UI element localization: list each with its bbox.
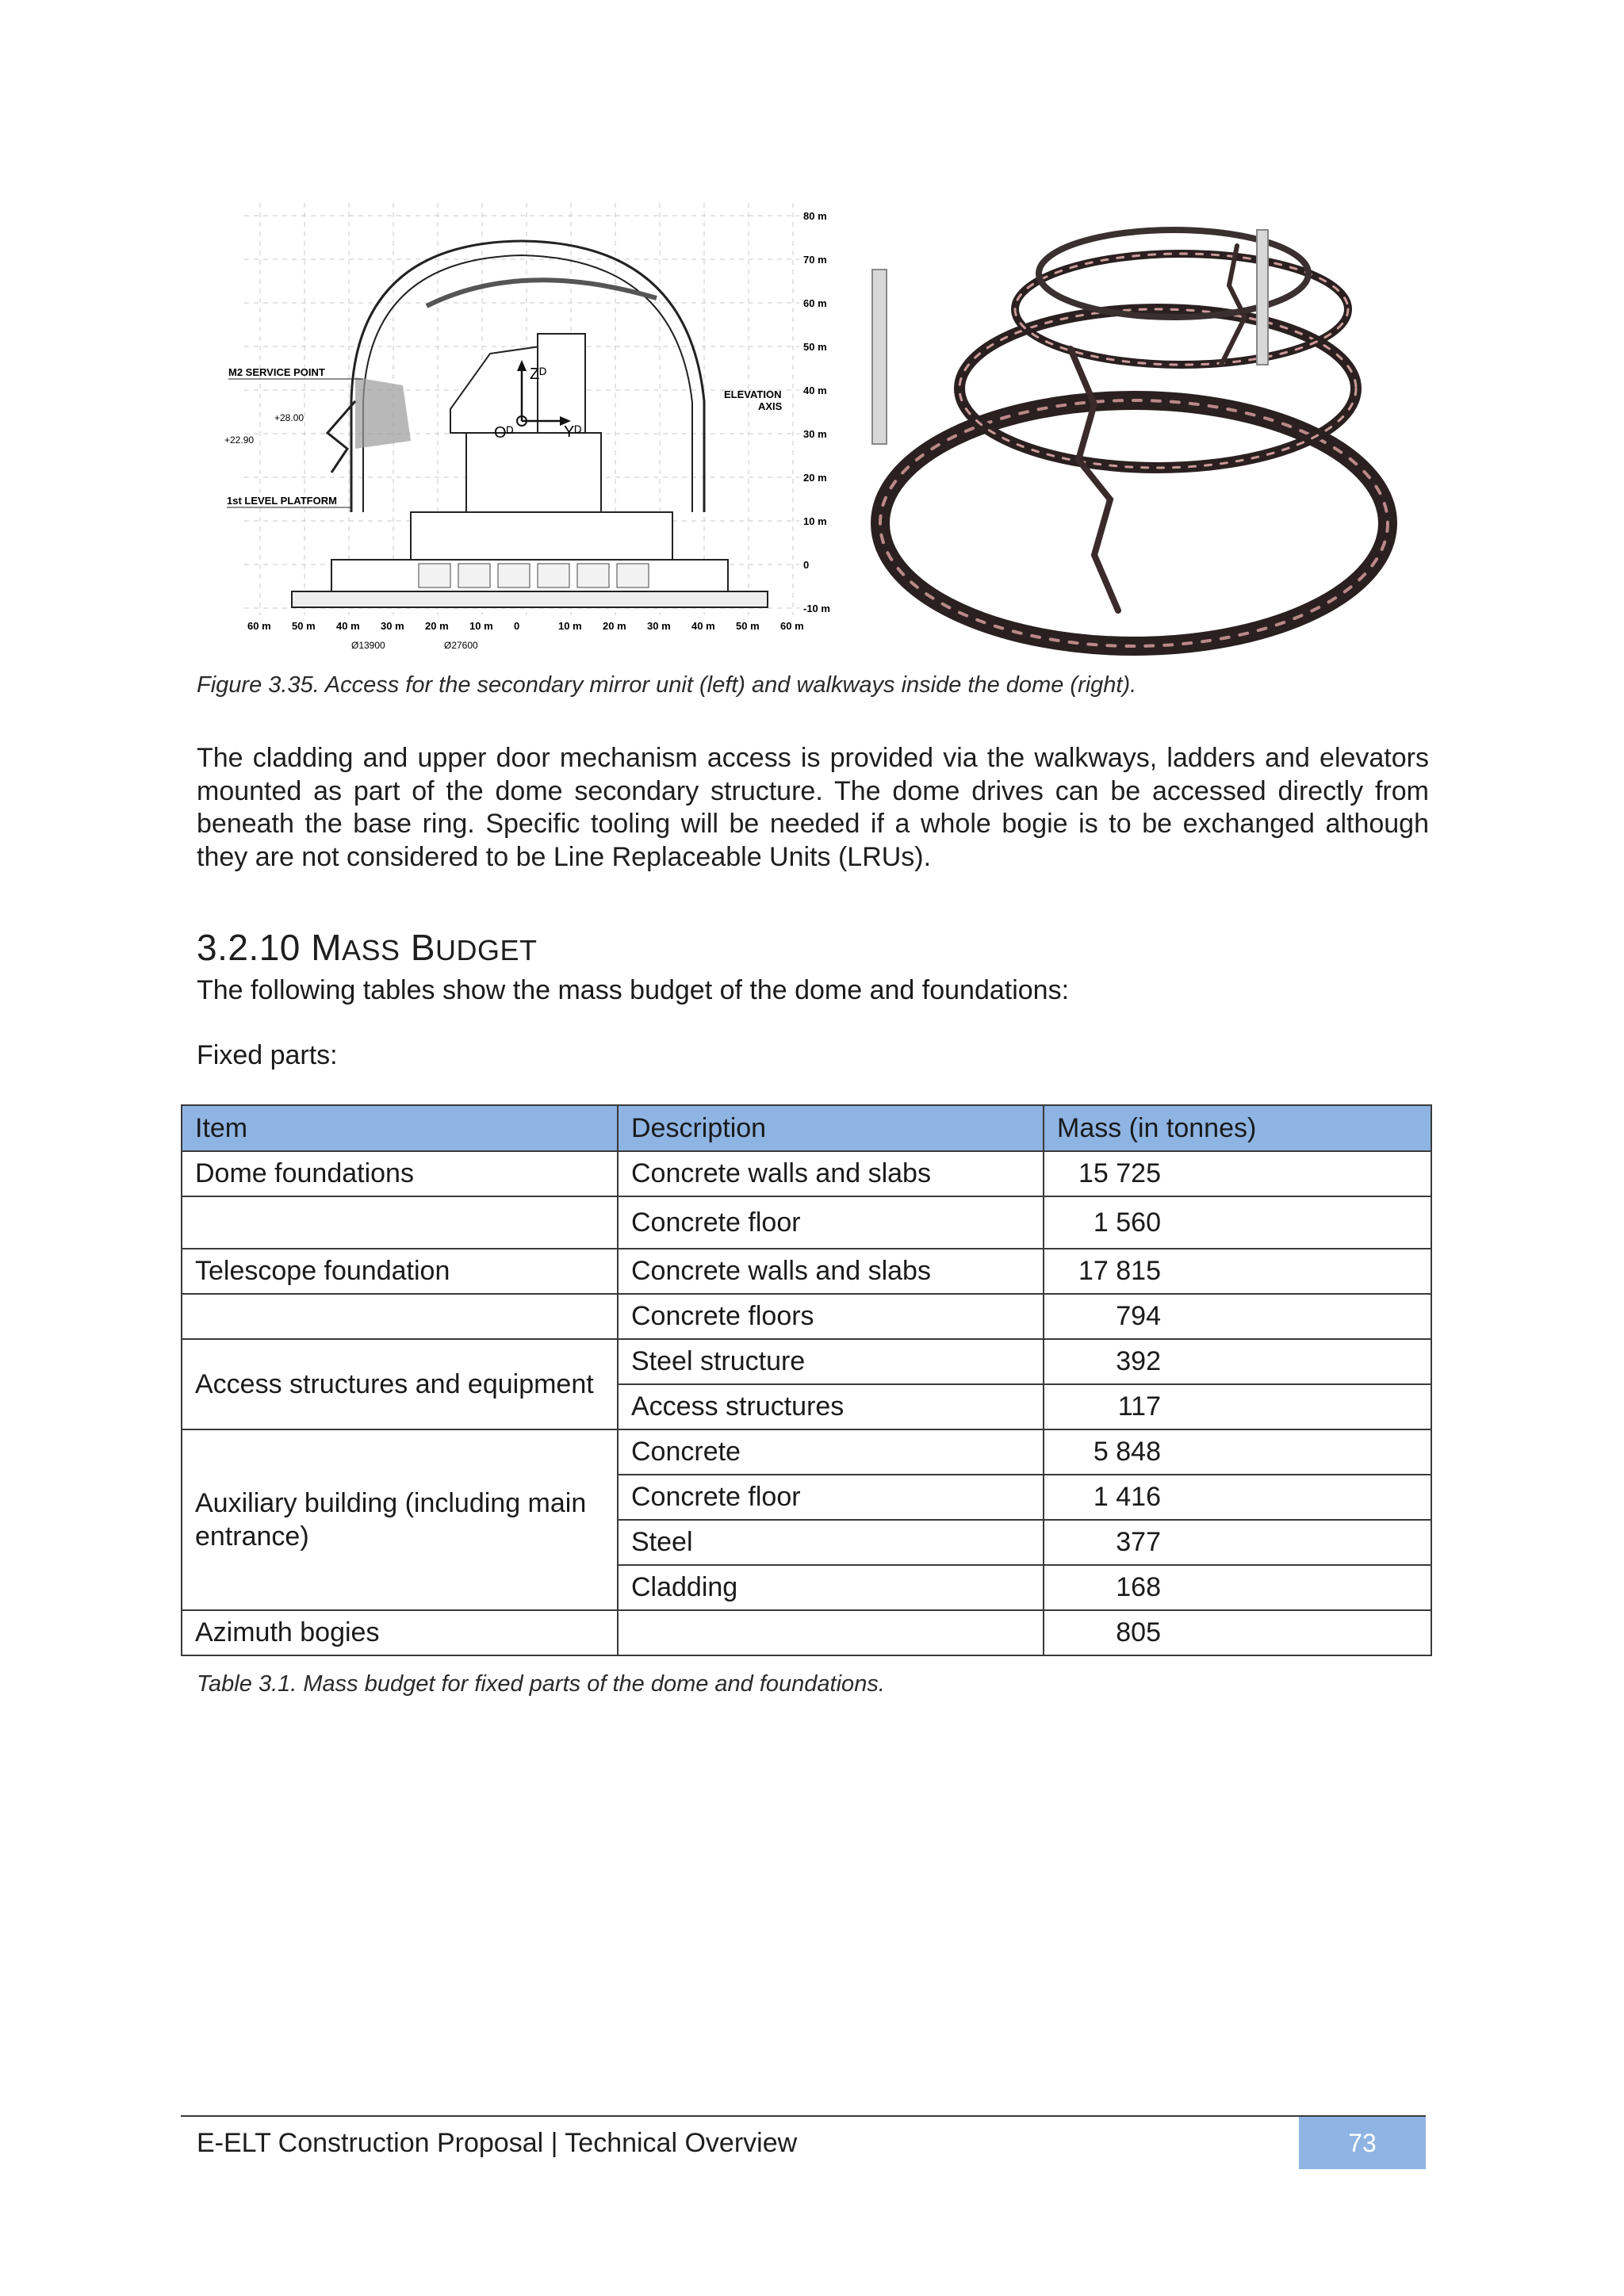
table-row xyxy=(182,1249,1431,1294)
section-heading xyxy=(197,926,538,969)
mass-cell: 168 xyxy=(1044,1565,1431,1610)
header-description: Description xyxy=(618,1105,1044,1151)
y-tick-label: 50 m xyxy=(803,341,827,353)
y-tick-label: 70 m xyxy=(803,254,827,266)
x-tick-label: 40 m xyxy=(691,620,715,632)
y-tick-label: 40 m xyxy=(803,385,827,396)
mass-cell: 5 848 xyxy=(1044,1429,1431,1475)
item-cell: Telescope foundation xyxy=(182,1249,618,1294)
y-tick-label: 20 m xyxy=(803,472,827,484)
y-tick-label: 60 m xyxy=(803,297,827,309)
x-tick-label: 60 m xyxy=(247,620,271,632)
item-cell xyxy=(182,1196,618,1249)
mass-cell: 1 416 xyxy=(1044,1475,1431,1520)
x-tick-label: 10 m xyxy=(469,620,493,632)
mass-cell: 15 725 xyxy=(1044,1151,1431,1196)
mass-cell: 1 560 xyxy=(1044,1196,1431,1249)
mass-cell: 377 xyxy=(1044,1520,1431,1565)
level-platform-label: 1st LEVEL PLATFORM xyxy=(227,495,337,507)
table-row xyxy=(182,1151,1431,1196)
section-title-m: M xyxy=(311,927,343,968)
description-cell: Concrete walls and slabs xyxy=(618,1249,1044,1294)
intro-text: The following tables show the mass budget of the dome and foundations: xyxy=(197,975,1070,1005)
dome-section-drawing xyxy=(213,195,847,663)
x-tick-label: 0 xyxy=(514,620,520,632)
x-tick-label: 40 m xyxy=(336,620,360,632)
origin-label: Oᴰ xyxy=(494,424,514,442)
height-22-label: +22.90 xyxy=(224,434,255,446)
mass-cell: 805 xyxy=(1044,1610,1431,1655)
elevation-axis-label: ELEVATION xyxy=(724,388,782,400)
page-number: 73 xyxy=(1348,2129,1377,2157)
y-axis-label: Yᴰ xyxy=(564,423,582,441)
description-cell: Concrete floor xyxy=(618,1475,1044,1520)
footer-divider xyxy=(181,2115,1426,2117)
header-item: Item xyxy=(182,1105,618,1151)
x-tick-label: 50 m xyxy=(292,620,316,632)
table-header-row xyxy=(182,1105,1431,1151)
item-cell: Auxiliary building (including main entrance) xyxy=(182,1429,618,1610)
table-row xyxy=(182,1610,1431,1655)
item-cell: Dome foundations xyxy=(182,1151,618,1196)
table-row xyxy=(182,1339,1431,1384)
mass-cell: 117 xyxy=(1044,1384,1431,1429)
section-title-b: B xyxy=(410,927,436,968)
elevation-axis-label-2: AXIS xyxy=(758,400,783,412)
y-tick-label: 80 m xyxy=(803,210,827,222)
x-tick-label: 30 m xyxy=(381,620,404,632)
mass-cell: 794 xyxy=(1044,1294,1431,1339)
x-axis-ticks xyxy=(247,620,804,632)
x-tick-label: 20 m xyxy=(425,620,449,632)
m2-unit-region xyxy=(355,377,411,449)
description-cell: Steel structure xyxy=(618,1339,1044,1384)
figure-caption: Figure 3.35. Access for the secondary mirror unit (left) and walkways inside the dome (right). xyxy=(197,672,1137,698)
table-row xyxy=(182,1196,1431,1249)
fixed-parts-label: Fixed parts: xyxy=(197,1040,338,1070)
y-tick-label: 30 m xyxy=(803,428,827,440)
dome-walkways-render xyxy=(856,198,1404,658)
x-tick-label: 30 m xyxy=(647,620,671,632)
m2-service-point-label: M2 SERVICE POINT xyxy=(228,366,325,378)
table-caption: Table 3.1. Mass budget for fixed parts of the dome and foundations. xyxy=(197,1671,885,1697)
x-tick-label: 60 m xyxy=(780,620,804,632)
item-cell: Access structures and equipment xyxy=(182,1339,618,1429)
mass-budget-table xyxy=(181,1104,1432,1656)
description-cell xyxy=(618,1610,1044,1655)
body-paragraph: The cladding and upper door mechanism access is provided via the walkways, ladders and elevators mounted as part of the dome secondary structure. The dome drives can be accessed directly from beneath the base ring. Specific tooling will be needed if a whole bogie is to be exchanged although they are not considered to be Line Replaceable Units (LRUs). xyxy=(197,743,1429,872)
y-tick-label: -10 m xyxy=(803,603,830,614)
y-tick-label: 10 m xyxy=(803,515,827,527)
description-cell: Concrete floor xyxy=(618,1196,1044,1249)
y-tick-label: 0 xyxy=(803,559,810,571)
z-axis-label: Zᴰ xyxy=(530,365,547,383)
section-title-ass: ASS xyxy=(342,934,400,966)
description-cell: Concrete walls and slabs xyxy=(618,1151,1044,1196)
mass-cell: 392 xyxy=(1044,1339,1431,1384)
item-cell xyxy=(182,1294,618,1339)
diameter-27600-label: Ø27600 xyxy=(444,640,478,651)
description-cell: Concrete xyxy=(618,1429,1044,1475)
description-cell: Cladding xyxy=(618,1565,1044,1610)
description-cell: Access structures xyxy=(618,1384,1044,1429)
y-axis-ticks xyxy=(803,210,830,614)
x-tick-label: 50 m xyxy=(736,620,760,632)
header-mass: Mass (in tonnes) xyxy=(1044,1105,1431,1151)
x-tick-label: 20 m xyxy=(603,620,626,632)
description-cell: Steel xyxy=(618,1520,1044,1565)
item-cell: Azimuth bogies xyxy=(182,1610,618,1655)
table-row xyxy=(182,1429,1431,1475)
diameter-13900-label: Ø13900 xyxy=(351,640,385,651)
table-row xyxy=(182,1294,1431,1339)
height-28-label: +28.00 xyxy=(274,412,304,423)
section-number: 3.2.10 xyxy=(197,927,301,968)
footer-text: E-ELT Construction Proposal | Technical Overview xyxy=(197,2128,798,2158)
mass-cell: 17 815 xyxy=(1044,1249,1431,1294)
section-title-udget: UDGET xyxy=(435,934,538,966)
description-cell: Concrete floors xyxy=(618,1294,1044,1339)
x-tick-label: 10 m xyxy=(558,620,582,632)
walkway-rings xyxy=(880,230,1388,646)
